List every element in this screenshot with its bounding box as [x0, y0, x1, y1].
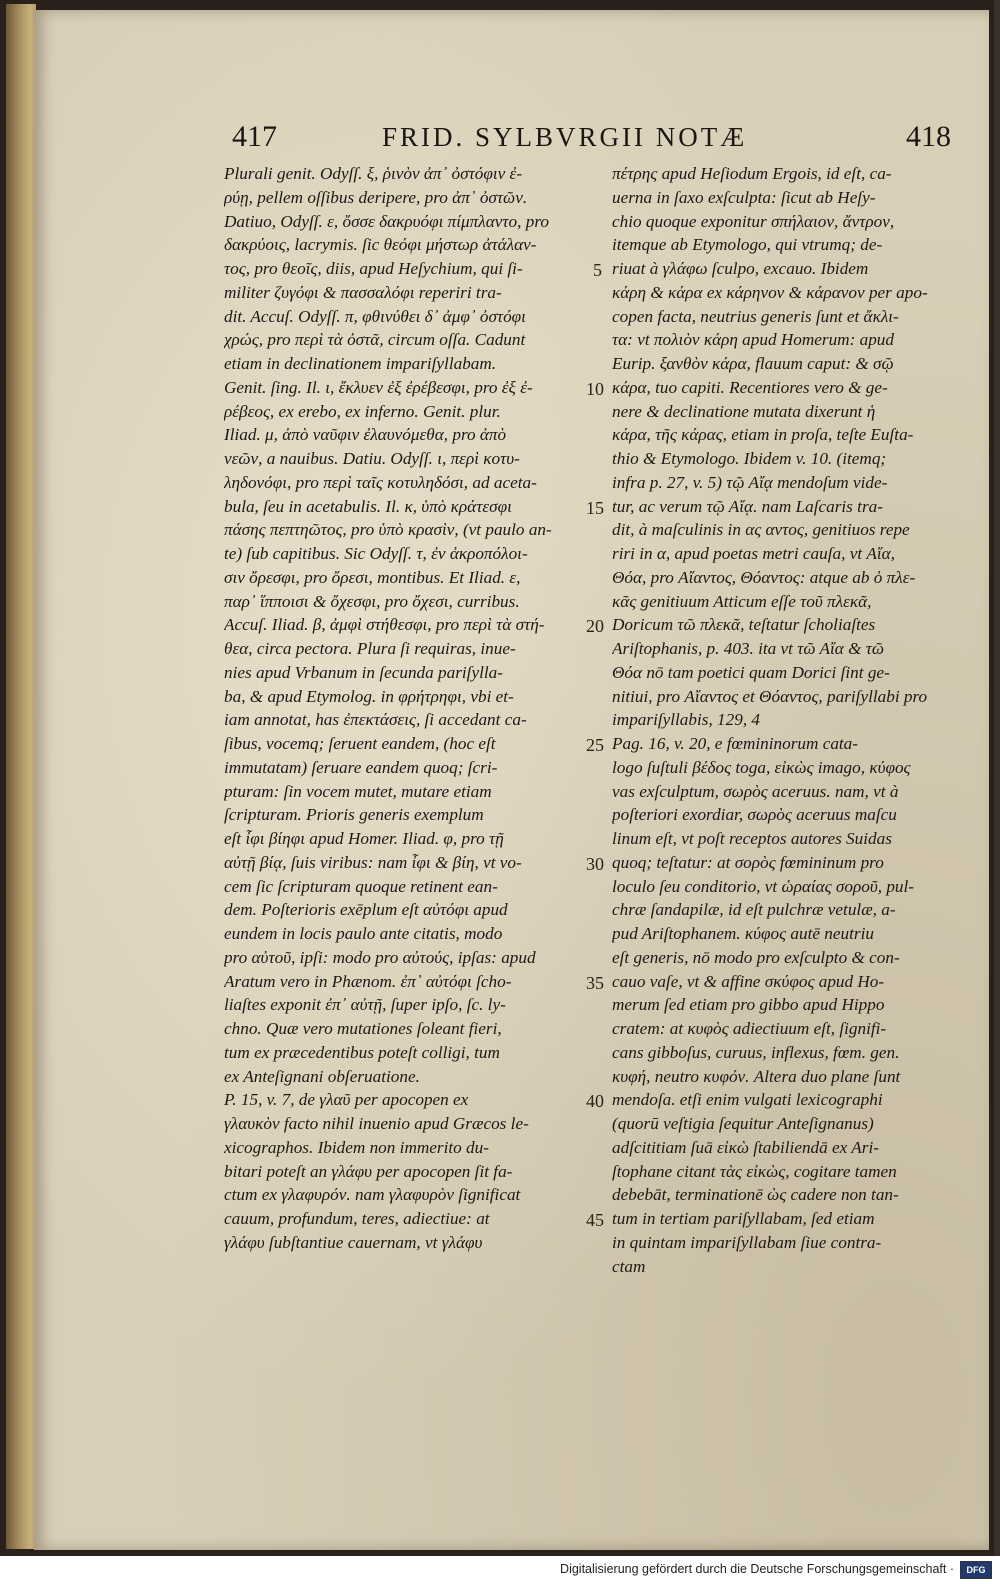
- dfg-logo: DFG: [960, 1561, 992, 1579]
- line-number: 10: [586, 378, 604, 399]
- right-page-number: 418: [906, 120, 951, 153]
- text-line: ctum ex γλαφυρόν. nam γλαφυρὸν ſignificat: [224, 1185, 521, 1205]
- text-line: nies apud Vrbanum in ſecunda pariſylla-: [224, 662, 503, 682]
- text-line: quoq; teſtatur: at σορὸς fœmininum pro: [612, 852, 884, 872]
- text-line: te) ſub capitibus. Sic Odyſſ. τ, ἐν ἀκροπόλοι-: [224, 544, 528, 563]
- text-line: Eurip. ξανθὸν κάρα, flauum caput: & σῷ: [612, 354, 894, 373]
- text-line: tum in tertiam pariſyllabam, ſed etiam: [612, 1209, 875, 1228]
- text-line: eſt ἶφι βίηφι apud Homer. Iliad. φ, pro τῇ: [224, 829, 504, 848]
- text-line: ſibus, vocemq; ſeruent eandem, (hoc eſt: [224, 734, 496, 753]
- text-line: Iliad. μ, ἀπὸ ναῦφιν ἐλαυνόμεθα, pro ἀπὸ: [224, 425, 507, 445]
- book-edge: [6, 4, 36, 1549]
- text-line: Pag. 16, v. 20, e fœmininorum cata-: [612, 734, 859, 753]
- text-line: dit, à maſculinis in ας αντος, genitiuos repe: [612, 520, 910, 540]
- text-line: θεα, circa pectora. Plura ſi requiras, inue-: [224, 639, 516, 658]
- text-line: riuat à γλάφω ſculpo, excauo. Ibidem: [612, 259, 869, 278]
- text-line: infra p. 27, v. 5) τῷ Αἴᾳ mendoſum vide-: [612, 472, 888, 492]
- text-line: πάσης πεπτηῶτος, pro ὑπὸ κρασὶν, (vt paulo an-: [224, 520, 552, 540]
- text-line: γλάφυ ſubſtantiue cauernam, vt γλάφυ: [224, 1232, 483, 1252]
- text-line: pud Ariſtophanem. κύφος autē neutriu: [612, 924, 874, 943]
- scan-right-border: [994, 0, 1000, 1556]
- text-line: tum ex præcedentibus poteſt colligi, tum: [224, 1042, 500, 1062]
- text-line: dit. Accuſ. Odyſſ. π, φθινύθει δ᾽ ἀμφ᾽ ὀστόφι: [224, 306, 526, 326]
- text-line: loculo ſeu conditorio, vt ὡραίας σοροῦ, pul-: [612, 876, 915, 896]
- text-line: παρ᾽ ἵπποισι & ὄχεσφι, pro ὄχεσι, curribus.: [224, 591, 520, 611]
- text-line: ctam: [612, 1256, 646, 1276]
- text-line: ρύῃ, pellem oſſibus deripere, pro ἀπ᾽ ὀστῶν.: [224, 187, 528, 207]
- text-line: γλαυκὸν facto nihil inuenio apud Græcos le-: [224, 1114, 529, 1133]
- text-line: ba, & apud Etymolog. in φρήτρηφι, vbi et-: [224, 686, 514, 706]
- text-line: νεῶν, a nauibus. Datiu. Odyſſ. ι, περὶ κοτυ-: [224, 449, 520, 468]
- text-line: mendoſa. etſi enim vulgati lexicographi: [612, 1090, 883, 1110]
- text-line: Ariſtophanis, p. 403. ita vt τῶ Αἴα & τῶ: [612, 639, 885, 658]
- text-line: (quorū veſtigia ſequitur Anteſignanus): [612, 1114, 874, 1133]
- line-number: 5: [593, 260, 602, 280]
- text-line: iam annotat, has ἐπεκτάσεις, ſi accedant ca-: [224, 710, 527, 730]
- line-number: 30: [586, 853, 604, 874]
- text-line: xicographos. Ibidem non immerito du-: [224, 1137, 489, 1157]
- text-line: bitari poteſt an γλάφυ per apocopen ſit fa-: [224, 1161, 513, 1181]
- text-line: dem. Poſterioris exēplum eſt αὐτόφι apud: [224, 900, 508, 920]
- text-line: κάρα, τῆς κάρας, etiam in proſa, teſte Euſta-: [612, 425, 914, 445]
- running-title: FRID. SYLBVRGII NOTÆ: [382, 122, 748, 152]
- text-line: δακρύοις, lacrymis. ſic θεόφι μήστωρ ἀτάλαν-: [224, 235, 537, 255]
- line-number: 25: [586, 735, 604, 755]
- page-header: [34, 120, 989, 160]
- text-line: ρέβεος, ex erebo, ex inferno. Genit. plur.: [224, 401, 501, 421]
- text-line: bula, ſeu in acetabulis. Il. κ, ὑπὸ κράτεσφι: [224, 496, 512, 516]
- text-line: adſcititiam ſuā εἰκὼ ſtabiliendā ex Ari-: [612, 1137, 879, 1157]
- text-line: Θόα nō tam poetici quam Dorici ſint ge-: [612, 662, 890, 682]
- text-line: αὐτῇ βίᾳ, ſuis viribus: nam ἶφι & βίη, vt vo-: [224, 852, 522, 872]
- text-line: ex Anteſignani obſeruatione.: [224, 1066, 420, 1086]
- text-line: τος, pro θεοῖς, diis, apud Heſychium, qui ſi-: [224, 259, 523, 278]
- text-line: cauo vaſe, vt & affine σκύφος apud Ho-: [612, 971, 885, 991]
- text-line: κάρη & κάρα ex κάρηνον & κάρανον per apo-: [612, 282, 928, 302]
- text-line: κυφή, neutro κυφόν. Altera duo plane ſunt: [612, 1066, 901, 1086]
- text-line: itemque ab Etymologo, qui vtrumq; de-: [612, 235, 883, 255]
- line-number: 40: [586, 1091, 604, 1112]
- line-number: 15: [586, 497, 604, 518]
- text-line: Plurali genit. Odyſſ. ξ, ῥινὸν ἀπ᾽ ὀστόφιν ἐ-: [224, 164, 523, 183]
- text-line: pro αὐτοῦ, ipſi: modo pro αὐτούς, ipſas: apud: [224, 947, 536, 967]
- text-line: Doricum τῶ πλεκᾶ, teſtatur ſcholiaſtes: [612, 615, 876, 635]
- text-line: nitiui, pro Αἴαντος et Θόαντος, pariſyllabi pro: [612, 686, 928, 706]
- book-page: [34, 10, 989, 1550]
- text-line: chio quoque exponitur σπήλαιον, ἄντρον,: [612, 211, 895, 231]
- text-line: Aratum vero in Phænom. ἐπ᾽ αὐτόφι ſcho-: [224, 971, 512, 991]
- text-line: riri in α, apud poetas metri cauſa, vt Αἴα,: [612, 544, 895, 563]
- text-line: poſteriori exordiar, σωρὸς aceruus maſcu: [612, 805, 897, 825]
- text-line: χρώς, pro περὶ τὰ ὀστᾶ, circum oſſa. Cadunt: [224, 330, 526, 350]
- text-line: logo ſuſtuli βέδος toga, εἰκὼς imago, κύφος: [612, 757, 911, 777]
- line-number: 45: [586, 1210, 604, 1230]
- text-line: cauum, profundum, teres, adiectiue: at: [224, 1209, 490, 1228]
- text-line: merum ſed etiam pro gibbo apud Hippo: [612, 995, 885, 1015]
- text-line: immutatam) ſeruare eandem quoq; ſcri-: [224, 757, 498, 777]
- text-line: chræ ſandapilæ, id eſt pulchræ vetulæ, a-: [612, 900, 896, 920]
- text-line: Accuſ. Iliad. β, ἀμφὶ στήθεσφι, pro περὶ τὰ στή-: [224, 615, 545, 635]
- text-line: P. 15, v. 7, de γλαῦ per apocopen ex: [224, 1090, 469, 1110]
- text-line: uerna in ſaxo exſculpta: ſicut ab Heſy-: [612, 187, 876, 207]
- text-line: πέτρης apud Heſiodum Ergois, id eſt, ca-: [612, 164, 892, 183]
- text-line: etiam in declinationem impariſyllabam.: [224, 354, 497, 373]
- text-line: Datiuo, Odyſſ. ε, ὄσσε δακρυόφι πίμπλαντο, pro: [224, 211, 549, 231]
- text-line: pturam: ſin vocem mutet, mutare etiam: [224, 781, 492, 801]
- text-line: κάρα, tuo capiti. Recentiores vero & ge-: [612, 377, 888, 397]
- text-line: liaſtes exponit ἐπ᾽ αὐτῇ, ſuper ipſo, ſc. ly-: [224, 995, 506, 1015]
- right-text-column: [612, 162, 990, 1278]
- text-line: vas exſculptum, σωρὸς aceruus. nam, vt à: [612, 781, 899, 801]
- left-page-number: 417: [232, 120, 277, 153]
- text-line: cem ſic ſcripturam quoque retinent ean-: [224, 876, 498, 896]
- text-line: linum eſt, vt poſt receptos autores Suidas: [612, 829, 892, 848]
- text-line: nere & declinatione mutata dixerunt ἡ: [612, 401, 876, 421]
- text-line: κᾶς genitiuum Atticum eſſe τοῦ πλεκᾶ,: [612, 591, 872, 611]
- text-line: in quintam impariſyllabam ſiue contra-: [612, 1232, 882, 1252]
- text-line: eſt generis, nō modo pro exſculpto & con-: [612, 947, 900, 967]
- text-line: ſcripturam. Prioris generis exemplum: [224, 805, 484, 825]
- text-line: cans gibboſus, curuus, inflexus, fœm. gen.: [612, 1042, 900, 1062]
- text-line: thio & Etymologo. Ibidem v. 10. (itemq;: [612, 449, 887, 468]
- text-line: Genit. ſing. Il. ι, ἔκλυεν ἐξ ἐρέβεσφι, pro ἐξ ἐ-: [224, 377, 533, 397]
- text-line: Θόα, pro Αἴαντος, Θόαντος: atque ab ὁ πλε-: [612, 567, 916, 587]
- text-line: σιν ὄρεσφι, pro ὄρεσι, montibus. Et Iliad. ε,: [224, 567, 521, 587]
- text-line: copen facta, neutrius generis ſunt et ἄκλι-: [612, 306, 899, 326]
- text-line: chno. Quæ vero mutationes ſoleant fieri,: [224, 1019, 502, 1038]
- line-number: 35: [586, 972, 604, 993]
- footer-bar: [0, 1556, 1000, 1584]
- text-line: impariſyllabis, 129, 4: [612, 710, 761, 730]
- line-number: 20: [586, 616, 604, 637]
- text-line: cratem: at κυφὸς adiectiuum eſt, ſignifi-: [612, 1019, 887, 1038]
- text-line: militer ζυγόφι & πασσαλόφι reperiri tra-: [224, 282, 502, 302]
- text-line: ληδονόφι, pro περὶ ταῖς κοτυληδόσι, ad aceta-: [224, 472, 537, 492]
- text-line: τα: vt πολιὸν κάρη apud Homerum: apud: [612, 330, 894, 350]
- funding-credit: Digitalisierung gefördert durch die Deutsche Forschungsgemeinschaft ·: [560, 1562, 954, 1576]
- left-text-column: [224, 162, 614, 1255]
- text-line: tur, ac verum τῷ Αἴᾳ. nam Laſcaris tra-: [612, 496, 883, 516]
- text-line: debebāt, terminationē ὼς cadere non tan-: [612, 1185, 899, 1205]
- text-line: ſtophane citant τὰς εἰκὼς, cogitare tamen: [612, 1161, 897, 1181]
- text-line: eundem in locis paulo ante citatis, modo: [224, 924, 503, 943]
